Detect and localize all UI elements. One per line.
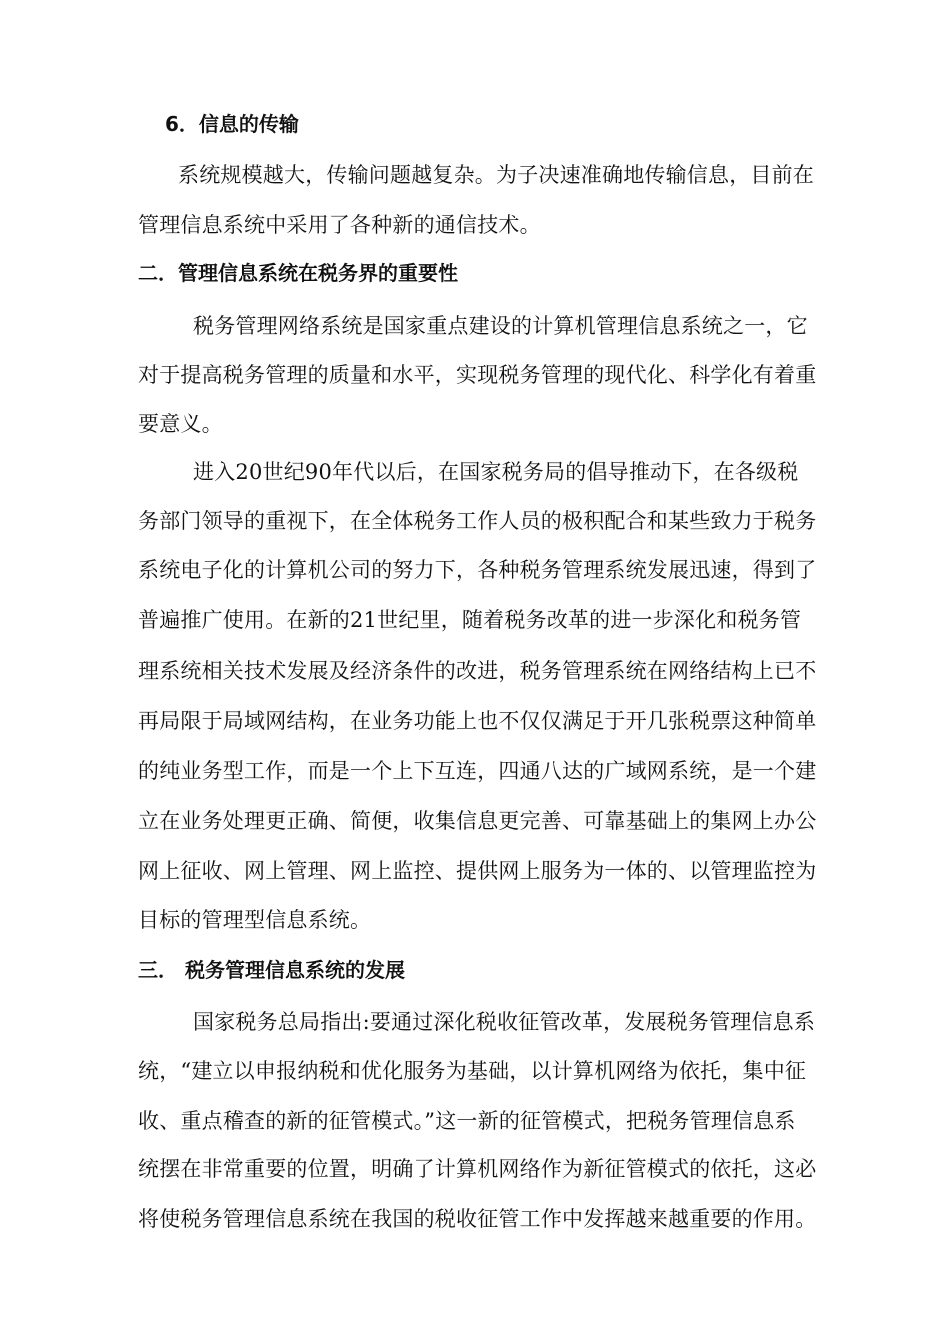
paragraph-line: 的纯业务型工作，而是一个上下互连，四通八达的广域网系统，是一个建 [138, 759, 817, 783]
paragraph-line: 国家税务总局指出:要通过深化税收征管改革，发展税务管理信息系 [193, 1010, 816, 1034]
paragraph-line: 务部门领导的重视下，在全体税务工作人员的极积配合和某些致力于税务 [138, 509, 817, 533]
paragraph-line: 系统电子化的计算机公司的努力下，各种税务管理系统发展迅速，得到了 [138, 558, 817, 582]
paragraph-line: 将使税务管理信息系统在我国的税收征管工作中发挥越来越重要的作用。 [138, 1207, 817, 1231]
paragraph-line: 税务管理网络系统是国家重点建设的计算机管理信息系统之一，它 [193, 314, 808, 338]
paragraph-line: 统，“建立以申报纳税和优化服务为基础，以计算机网络为依托，集中征 [138, 1059, 807, 1083]
section-6-heading: 6．信息的传输 [165, 112, 299, 136]
paragraph-line: 目标的管理型信息系统。 [138, 908, 372, 932]
paragraph-line: 立在业务处理更正确、简便，收集信息更完善、可靠基础上的集网上办公 [138, 809, 817, 833]
paragraph-line: 收、重点稽查的新的征管模式。”这一新的征管模式，把税务管理信息系 [138, 1109, 796, 1133]
paragraph-line: 再局限于局域网结构，在业务功能上也不仅仅满足于开几张税票这种简单 [138, 709, 817, 733]
paragraph-line: 进入20世纪90年代以后，在国家税务局的倡导推动下，在各级税 [193, 460, 799, 484]
paragraph-line: 网上征收、网上管理、网上监控、提供网上服务为一体的、以管理监控为 [138, 859, 817, 883]
paragraph-line: 对于提高税务管理的质量和水平，实现税务管理的现代化、科学化有着重 [138, 363, 817, 387]
paragraph-line: 普遍推广使用。在新的21世纪里，随着税务改革的进一步深化和税务管 [138, 608, 802, 632]
paragraph-line: 理系统相关技术发展及经济条件的改进，税务管理系统在网络结构上已不 [138, 659, 817, 683]
paragraph-line: 统摆在非常重要的位置，明确了计算机网络作为新征管模式的依托，这必 [138, 1157, 817, 1181]
paragraph-line: 要意义。 [138, 412, 223, 436]
paragraph-line: 管理信息系统中采用了各种新的通信技术。 [138, 213, 541, 237]
paragraph-line: 系统规模越大，传输问题越复杂。为子决速准确地传输信息，目前在 [178, 163, 814, 187]
section-3-heading: 三． 税务管理信息系统的发展 [138, 958, 405, 982]
section-2-heading: 二．管理信息系统在税务界的重要性 [138, 261, 458, 285]
